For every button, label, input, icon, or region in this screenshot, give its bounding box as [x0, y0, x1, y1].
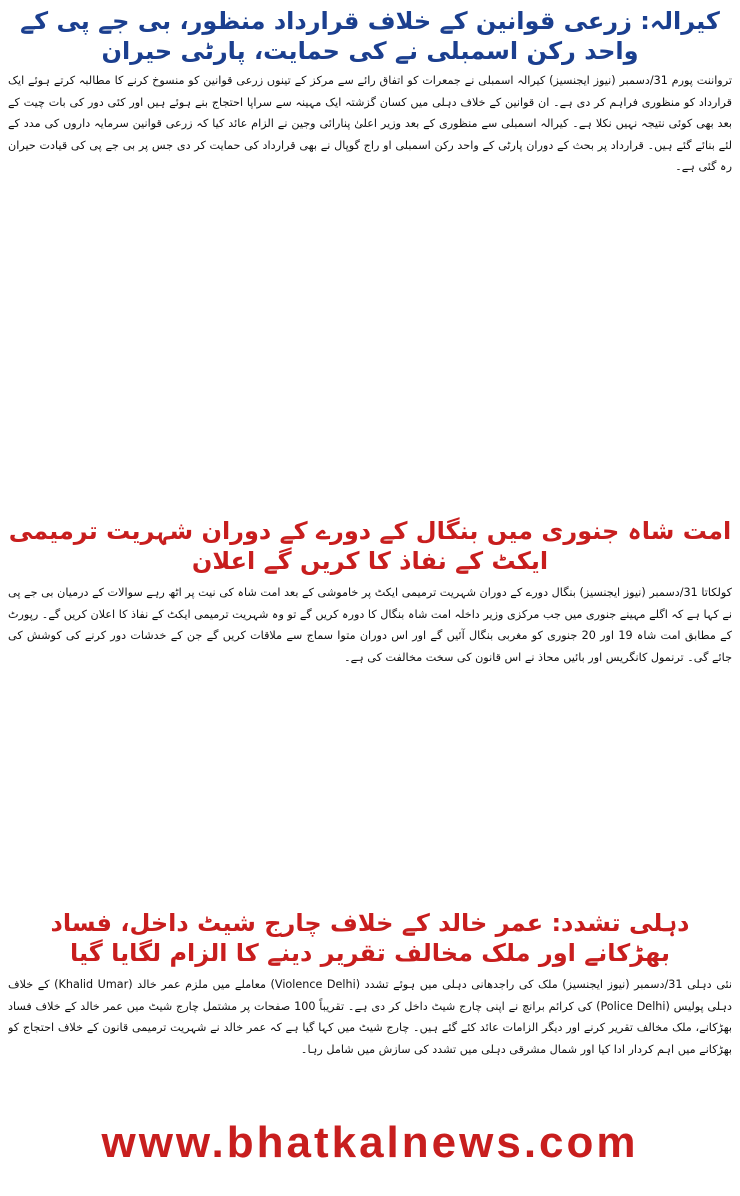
article-headline: امت شاہ جنوری میں بنگال کے دورے کے دوران شہریت ترمیمی ایکٹ کے نفاذ کا کریں گے اعلان — [8, 517, 732, 575]
site-footer — [0, 1120, 740, 1166]
article-kerala — [8, 6, 732, 506]
article-body: ترواننت پورم 31/دسمبر (نیوز ایجنسیز) کیرالہ اسمبلی نے جمعرات کو اتفاق رائے سے مرکز کے تینوں زرعی قوانین کو منسوخ کرنے کا مطالبہ کرتے ہوئے ایک قرارداد کو منظوری فراہم کر دی ہے۔ ان قوانین کے خلاف دہلی میں کسان گزشتہ ایک مہینہ سے سراپا احتجاج بنے ہوئے ہیں اور کئی دور کی بات چیت کے بعد بھی کوئی نتیجہ نہیں نکلا ہے۔ کیرالہ اسمبلی سے منظوری کے بعد وزیر اعلیٰ پنارائی وجین نے الزام عائد کیا کہ زرعی قوانین سرمایہ داروں کی مدد کے لئے بنائے گئے ہیں۔ قرارداد پر بحث کے دوران پارٹی کے واحد رکن اسمبلی او راج گوپال نے بھی قرارداد کی حمایت کر دی جس پر بی جے پی کی قیادت حیران رہ گئی ہے۔ — [8, 74, 732, 173]
article-body: کولکاتا 31/دسمبر (نیوز ایجنسیز) بنگال دورے کے دوران شہریت ترمیمی ایکٹ پر خاموشی کے بعد امت شاہ کی نیت پر اٹھ رہے سوالات کے درمیان بی جے پی نے کہا ہے کہ اگلے مہینے جنوری میں جب مرکزی وزیر داخلہ امت شاہ بنگال کا دورہ کریں گے تو وہ شہریت ترمیمی ایکٹ کے نفاذ کا اعلان کریں گے۔ رپورٹ کے مطابق امت شاہ 19 اور 20 جنوری کو مغربی بنگال آئیں گے اور اس دوران متوا سماج سے ملاقات کریں گے جن کے خدشات دور کرنے کی کوشش کی جائے گی۔ ترنمول کانگریس اور بائیں محاذ نے اس قانون کی سخت مخالفت کی ہے۔ — [8, 586, 732, 664]
article-body: نئی دہلی 31/دسمبر (نیوز ایجنسیز) ملک کی راجدھانی دہلی میں ہوئے تشدد (Violence Delhi) معاملے میں ملزم عمر خالد (Khalid Umar) کے خلاف دہلی پولیس (Police Delhi) کی کرائم برانچ نے اپنی چارج شیٹ داخل کر دی ہے۔ تقریباً 100 صفحات پر مشتمل چارج شیٹ میں عمر خالد کے خلاف فساد بھڑکانے، ملک مخالف تقریر کرنے اور دیگر الزامات عائد کئے گئے ہیں۔ چارج شیٹ میں کہا گیا ہے کہ عمر خالد نے شہریت ترمیمی قانون کے خلاف احتجاج کو بھڑکانے میں اہم کردار ادا کیا اور شمال مشرقی دہلی میں تشدد کی سازش میں شامل رہا۔ — [8, 978, 732, 1056]
article-headline: دہلی تشدد: عمر خالد کے خلاف چارج شیٹ داخل، فساد بھڑکانے اور ملک مخالف تقریر دینے کا الزام لگایا گیا — [50, 909, 690, 967]
article-amit-shah — [8, 516, 732, 898]
article-headline: کیرالہ: زرعی قوانین کے خلاف قرارداد منظور، بی جے پی کے واحد رکن اسمبلی نے کی حمایت، پارٹی حیران — [20, 7, 720, 65]
site-url: www.bhatkalnews.com — [101, 1118, 639, 1167]
